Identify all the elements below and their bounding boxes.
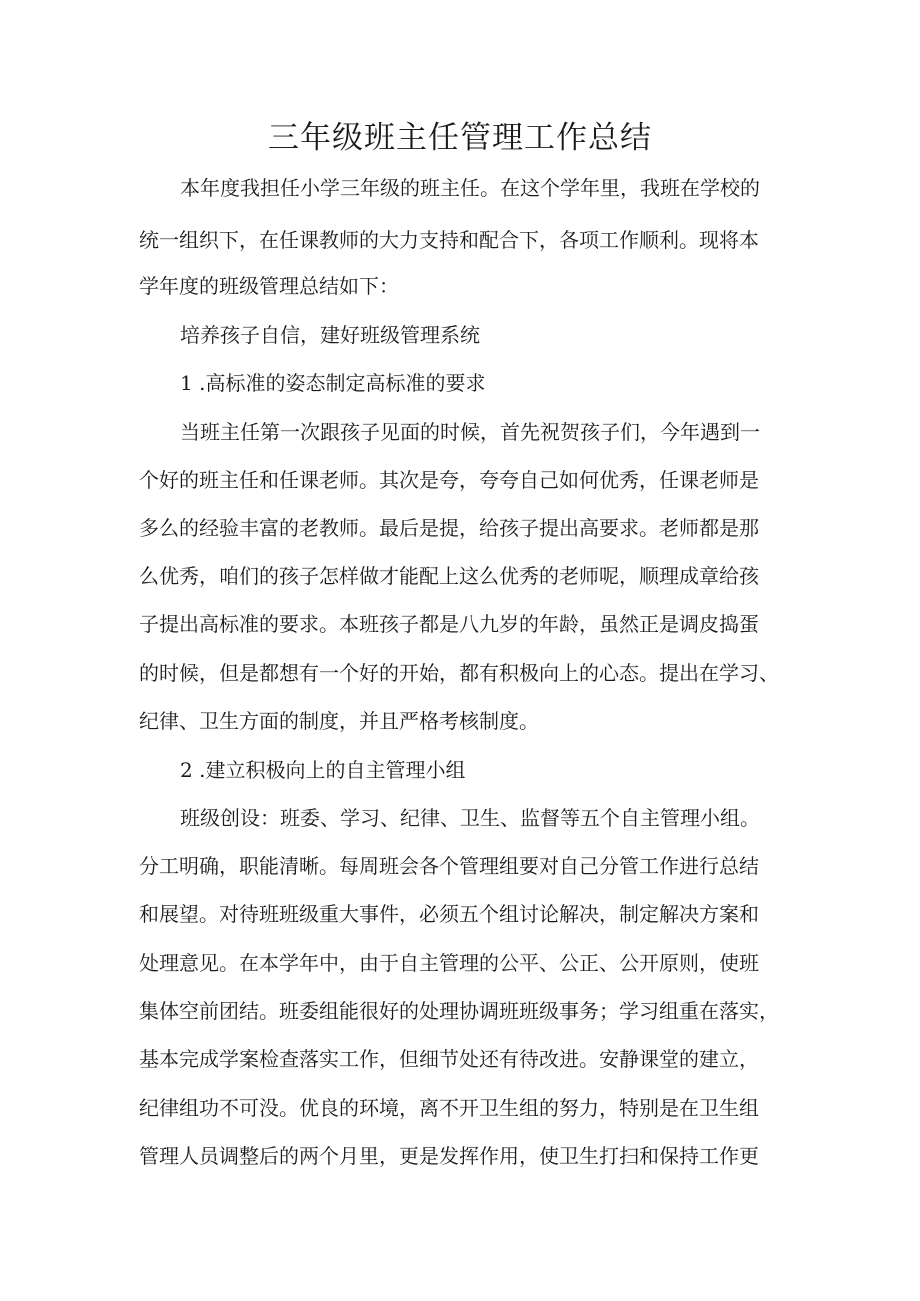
paragraph-line: 和展望。对待班班级重大事件，必须五个组讨论解决，制定解决方案和 (139, 902, 759, 926)
paragraph-line: 分工明确，职能清晰。每周班会各个管理组要对自己分管工作进行总结 (139, 854, 759, 878)
section-heading: 培养孩子自信，建好班级管理系统 (180, 323, 480, 347)
subsection-heading: 2 .建立积极向上的自主管理小组 (180, 758, 466, 782)
paragraph-line: 个好的班主任和任课老师。其次是夸，夸夸自己如何优秀，任课老师是 (139, 468, 759, 492)
paragraph-line: 班级创设：班委、学习、纪律、卫生、监督等五个自主管理小组。 (180, 806, 760, 830)
paragraph-line: 管理人员调整后的两个月里，更是发挥作用，使卫生打扫和保持工作更 (139, 1144, 759, 1168)
paragraph-line: 处理意见。在本学年中，由于自主管理的公平、公正、公开原则，使班 (139, 951, 759, 975)
paragraph-line: 子提出高标准的要求。本班孩子都是八九岁的年龄，虽然正是调皮捣蛋 (139, 612, 759, 636)
paragraph-line: 集体空前团结。班委组能很好的处理协调班班级事务；学习组重在落实， (139, 999, 779, 1023)
paragraph-line: 本年度我担任小学三年级的班主任。在这个学年里，我班在学校的 (180, 176, 760, 200)
paragraph-line: 纪律、卫生方面的制度，并且严格考核制度。 (139, 709, 539, 733)
paragraph-line: 基本完成学案检查落实工作，但细节处还有待改进。安静课堂的建立， (139, 1047, 759, 1071)
subsection-heading: 1 .高标准的姿态制定高标准的要求 (180, 371, 486, 395)
paragraph-line: 纪律组功不可没。优良的环境，离不开卫生组的努力，特别是在卫生组 (139, 1096, 759, 1120)
paragraph-line: 的时候，但是都想有一个好的开始，都有积极向上的心态。提出在学习、 (139, 661, 779, 685)
paragraph-line: 统一组织下，在任课教师的大力支持和配合下，各项工作顺利。现将本 (139, 228, 759, 252)
paragraph-line: 学年度的班级管理总结如下： (139, 274, 399, 298)
paragraph-line: 当班主任第一次跟孩子见面的时候，首先祝贺孩子们，今年遇到一 (180, 420, 760, 444)
paragraph-line: 么优秀，咱们的孩子怎样做才能配上这么优秀的老师呢，顺理成章给孩 (139, 564, 759, 588)
document-title: 三年级班主任管理工作总结 (268, 120, 652, 156)
paragraph-line: 多么的经验丰富的老教师。最后是提，给孩子提出高要求。老师都是那 (139, 516, 759, 540)
